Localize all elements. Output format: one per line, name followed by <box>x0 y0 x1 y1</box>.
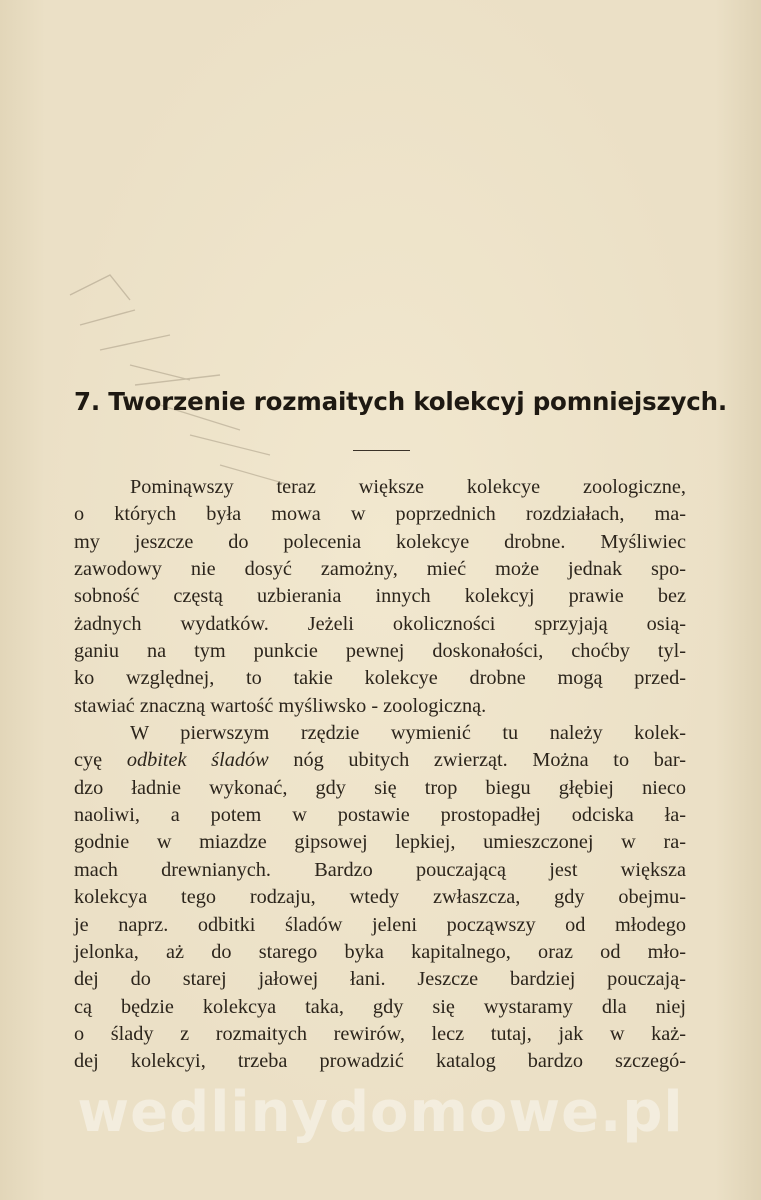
text-line: ganiu na tym punkcie pewnej doskonałości, choćby tyl- <box>74 640 686 663</box>
text-line: Pominąwszy teraz większe kolekcye zoologiczne, <box>130 476 686 498</box>
text-line: stawiać znaczną wartość myśliwsko - zoologiczną. <box>74 694 487 717</box>
text-line: my jeszcze do polecenia kolekcye drobne. Myśliwiec <box>74 530 686 553</box>
text-line: dzo ładnie wykonać, gdy się trop biegu głębiej nieco <box>74 776 686 799</box>
body-text <box>74 474 686 1076</box>
text-line: naoliwi, a potem w postawie prostopadłej odciska ła- <box>74 804 686 827</box>
text-segment: nóg ubitych zwierząt. Można to bar- <box>268 749 686 772</box>
text-line: je naprz. odbitki śladów jeleni począwszy od młodego <box>74 913 686 936</box>
text-line: sobność częstą uzbierania innych kolekcyj prawie bez <box>74 585 686 608</box>
text-segment: cyę <box>74 749 127 772</box>
chapter-title: 7. Tworzenie rozmaitych kolekcyj pomniejszych. <box>74 387 727 416</box>
text-line-with-italic <box>74 747 686 774</box>
text-line: dej kolekcyi, trzeba prowadzić katalog bardzo szczegó- <box>74 1050 686 1073</box>
text-line: jelonka, aż do starego byka kapitalnego, oraz od mło- <box>74 940 686 963</box>
text-line: cą będzie kolekcya taka, gdy się wystaramy dla niej <box>74 995 686 1018</box>
text-line: o których była mowa w poprzednich rozdziałach, ma- <box>74 503 686 526</box>
text-line: W pierwszym rzędzie wymienić tu należy kolek- <box>130 722 686 745</box>
text-line: ko względnej, to takie kolekcye drobne mogą przed- <box>74 667 686 690</box>
text-line: mach drewnianych. Bardzo pouczającą jest większa <box>74 858 686 881</box>
title-divider <box>353 450 410 451</box>
text-line: zawodowy nie dosyć zamożny, mieć może jednak spo- <box>74 558 686 581</box>
watermark: wedlinydomowe.pl <box>77 1080 684 1145</box>
text-line: godnie w miazdze gipsowej lepkiej, umieszczonej w ra- <box>74 831 686 854</box>
text-line: dej do starej jałowej łani. Jeszcze bardziej pouczają- <box>74 968 686 991</box>
text-line: żadnych wydatków. Jeżeli okoliczności sprzyjają osią- <box>74 612 686 635</box>
text-line: o ślady z rozmaitych rewirów, lecz tutaj, jak w każ- <box>74 1022 686 1045</box>
italic-term: odbitek śladów <box>126 749 269 772</box>
text-line: kolekcya tego rodzaju, wtedy zwłaszcza, gdy obejmu- <box>74 886 686 909</box>
